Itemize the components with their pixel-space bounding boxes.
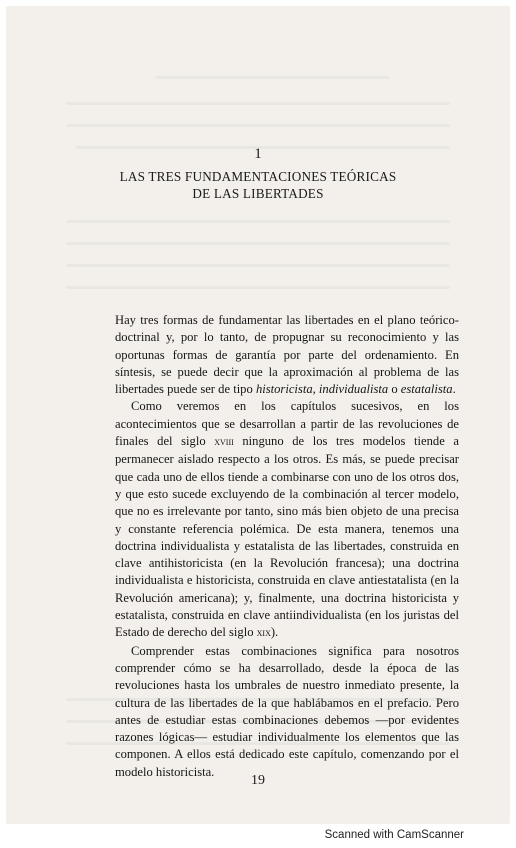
text-run: Comprender estas combinaciones significa para nosotros comprender cómo se ha desarrollado, desde la época de las revoluciones hasta los umbrales de nuestro inmediato presente, la cultura de las libertades de la que hablábamos en el prefacio. Pero antes de estudiar estas combinaciones debemos —por evidentes razones lógicas— estudiar individualmente los elementos que las componen. A ellos está dedicado este capítulo, comenzando por el modelo historicista. — [115, 643, 459, 779]
scanner-watermark: Scanned with CamScanner — [324, 829, 464, 841]
italic-text: estatalista — [400, 382, 453, 397]
chapter-title-line-2: DE LAS LIBERTADES — [192, 186, 324, 201]
text-run: o — [388, 382, 401, 397]
italic-text: historicista — [255, 382, 313, 397]
paragraph — [115, 643, 459, 781]
paragraph — [115, 312, 459, 398]
chapter-title-line-1: LAS TRES FUNDAMENTACIONES TEÓRICAS — [119, 169, 397, 184]
smallcaps-text: xviii — [214, 436, 234, 449]
smallcaps-text: xix — [256, 627, 271, 640]
body-text — [115, 312, 459, 781]
page-number: 19 — [251, 773, 265, 788]
chapter-title — [0, 168, 516, 202]
italic-text: individualista — [318, 382, 389, 397]
paragraph — [115, 398, 459, 642]
chapter-number: 1 — [254, 146, 262, 162]
text-run: ninguno de los tres modelos tiende a permanecer aislado respecto a los otros. Es más, se puede precisar que cada uno de ellos tiende a combinarse con uno de los otros dos, y que esto sucede excluyendo de la combinación al tercer modelo, que no es irrelevante por tanto, sino más bien objeto de una precisa y constante referencia polémica. De esta manera, tenemos una doctrina individualista y estatalista de las libertades, construida en clave antihistoricista (en la Revolución francesa); una doctrina individualista e historicista, construida en clave antiestatalista (en la Revolución americana); y, finalmente, una doctrina historicista y estatalista, construida en clave antiindividualista (en los juristas del Estado de derecho del siglo — [115, 434, 459, 640]
text-run: . — [452, 382, 456, 397]
text-run: , — [312, 382, 319, 397]
text-run: ). — [270, 625, 279, 640]
text-run: Hay tres formas de fundamentar las libertades en el plano teórico-doctrinal y, por lo tanto, de propugnar su reconocimiento y las oportunas formas de garantía por parte del ordenamiento. En síntesis, se puede decir que la aproximación al problema de las libertades puede ser de tipo — [115, 313, 459, 397]
text-run: Como veremos en los capítulos sucesivos, en los acontecimientos que se desarrollan a partir de las revoluciones de finales del siglo — [115, 399, 459, 449]
